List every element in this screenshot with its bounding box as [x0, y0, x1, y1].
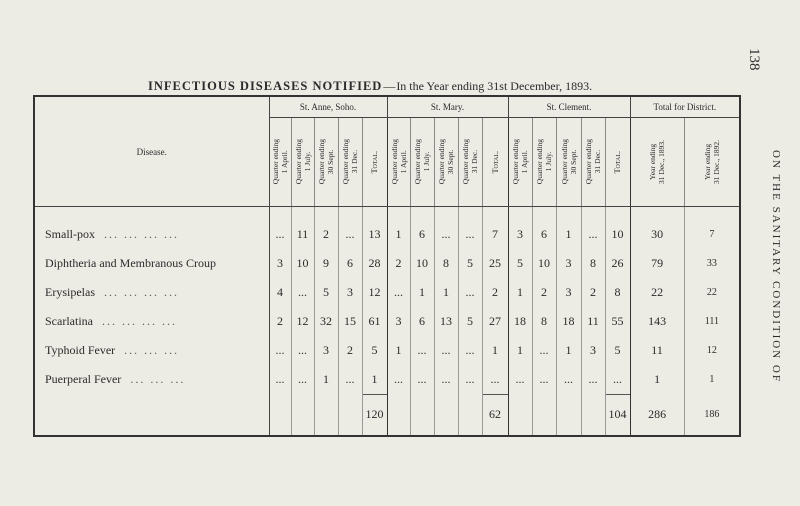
disease-name [34, 249, 269, 278]
leader-dots: ... ... ... ... [104, 227, 179, 242]
table-cell: 11 [291, 220, 314, 249]
table-cell: 3 [556, 249, 581, 278]
table-cell: 5 [605, 336, 630, 365]
table-cell: 5 [508, 249, 532, 278]
table-cell: 1 [434, 278, 458, 307]
table-cell: 22 [630, 278, 684, 307]
table-cell: ... [508, 365, 532, 394]
col-header-total: Total. [605, 118, 630, 207]
table-cell: 1 [482, 336, 508, 365]
table-cell: 26 [605, 249, 630, 278]
table-cell: ... [532, 365, 556, 394]
table-cell: 9 [314, 249, 338, 278]
group-header-st-mary: St. Mary. [387, 96, 508, 118]
table-cell: 3 [338, 278, 362, 307]
infectious-diseases-table [33, 95, 741, 437]
table-cell: 30 [630, 220, 684, 249]
table-cell: ... [458, 220, 482, 249]
disease-header: Disease. [34, 96, 269, 207]
group-header-district: Total for District. [630, 96, 740, 118]
disease-label: Puerperal Fever [45, 372, 122, 387]
table-cell: 5 [458, 307, 482, 336]
table-cell: 13 [362, 220, 387, 249]
table-cell: 6 [338, 249, 362, 278]
table-cell: 1 [709, 374, 715, 386]
table-cell: 2 [387, 249, 410, 278]
table-cell: ... [434, 220, 458, 249]
table-cell: ... [434, 336, 458, 365]
table-cell: 8 [581, 249, 605, 278]
table-cell: ... [269, 220, 291, 249]
disease-label: Typhoid Fever [45, 342, 116, 357]
table-cell: 1 [508, 278, 532, 307]
col-header-q2: Quarter ending 1 July. [291, 118, 314, 207]
leader-dots: ... ... ... ... [104, 285, 179, 300]
table-cell: 5 [314, 278, 338, 307]
table-cell: 8 [605, 278, 630, 307]
table-cell: ... [387, 278, 410, 307]
group-header-st-anne: St. Anne, Soho. [269, 96, 387, 118]
table-cell: ... [434, 365, 458, 394]
table-cell: ... [458, 278, 482, 307]
table-cell: 1 [556, 336, 581, 365]
col-header-total: Total. [362, 118, 387, 207]
table-cell: 3 [556, 278, 581, 307]
table-cell: 79 [630, 249, 684, 278]
table-cell: ... [269, 336, 291, 365]
table-cell: 6 [410, 220, 434, 249]
table-cell: 2 [532, 278, 556, 307]
col-header-q3: Quarter ending 30 Sept. [314, 118, 338, 207]
table-cell: 5 [362, 336, 387, 365]
table-cell: 55 [605, 307, 630, 336]
table-cell: 111 [704, 316, 719, 327]
col-header-q4: Quarter ending 31 Dec. [581, 118, 605, 207]
col-header-q2: Quarter ending 1 July. [410, 118, 434, 207]
col-header-q4: Quarter ending 31 Dec. [338, 118, 362, 207]
table-row [34, 278, 740, 307]
table-cell: 3 [314, 336, 338, 365]
table-cell: 11 [581, 307, 605, 336]
table-cell: 2 [482, 278, 508, 307]
table-row [34, 307, 740, 336]
table-title: INFECTIOUS DISEASES NOTIFIED—In the Year ending 31st December, 1893. [148, 79, 593, 93]
table-cell: 8 [434, 249, 458, 278]
page-number: 138 [746, 48, 762, 71]
disease-name [34, 220, 269, 249]
table-row [34, 365, 740, 394]
table-cell: 10 [291, 249, 314, 278]
table-cell: 2 [338, 336, 362, 365]
col-header-q1: Quarter ending 1 April. [508, 118, 532, 207]
table-cell: ... [338, 220, 362, 249]
leader-dots: ... ... ... [124, 342, 180, 357]
table-cell: 1 [387, 336, 410, 365]
table-cell: 3 [508, 220, 532, 249]
table-cell: 6 [410, 307, 434, 336]
disease-name [34, 307, 269, 336]
totals-row [34, 394, 740, 436]
table-cell: ... [458, 336, 482, 365]
table-cell: 61 [362, 307, 387, 336]
table-cell: 2 [269, 307, 291, 336]
table-cell: 8 [532, 307, 556, 336]
leader-dots: ... ... ... [130, 372, 186, 387]
disease-name [34, 278, 269, 307]
table-cell: ... [291, 278, 314, 307]
table-cell: 143 [630, 307, 684, 336]
title-sub: In the Year ending 31st December, 1893. [396, 79, 593, 93]
table-cell: 5 [458, 249, 482, 278]
table-cell: 11 [630, 336, 684, 365]
table-cell: 3 [581, 336, 605, 365]
table-cell: ... [581, 365, 605, 394]
table-cell: ... [581, 220, 605, 249]
table-cell: 7 [482, 220, 508, 249]
table-cell: 1 [362, 365, 387, 394]
running-head: ON THE SANITARY CONDITION OF [770, 150, 782, 383]
table-cell: ... [387, 365, 410, 394]
group-header-st-clement: St. Clement. [508, 96, 630, 118]
col-header-q3: Quarter ending 30 Sept. [434, 118, 458, 207]
disease-label: Erysipelas [45, 285, 95, 300]
disease-name [34, 365, 269, 394]
table-cell: ... [291, 365, 314, 394]
disease-label: Small-pox [45, 227, 95, 242]
table-cell: 1 [387, 220, 410, 249]
total-cell: 286 [630, 394, 684, 436]
total-cell: 186 [704, 409, 720, 421]
table-row [34, 336, 740, 365]
table-cell: 32 [314, 307, 338, 336]
col-header-q1: Quarter ending 1 April. [269, 118, 291, 207]
table-cell: ... [482, 365, 508, 394]
disease-label: Scarlatina [45, 314, 93, 328]
table-cell: 10 [410, 249, 434, 278]
table-cell: 10 [532, 249, 556, 278]
table-cell: 27 [482, 307, 508, 336]
table-cell: ... [338, 365, 362, 394]
col-header-total: Total. [482, 118, 508, 207]
disease-label: Diphtheria and Membranous Croup [45, 256, 216, 271]
col-header-q1: Quarter ending 1 April. [387, 118, 410, 207]
table-cell: 3 [269, 249, 291, 278]
total-cell: 62 [482, 394, 508, 436]
table-cell: 10 [605, 220, 630, 249]
table-cell: 12 [362, 278, 387, 307]
col-header-q2: Quarter ending 1 July. [532, 118, 556, 207]
table-cell: 13 [434, 307, 458, 336]
table-cell: ... [458, 365, 482, 394]
table-cell: 1 [410, 278, 434, 307]
total-cell: 120 [362, 394, 387, 436]
table-cell: 7 [709, 229, 715, 241]
table-cell: ... [410, 336, 434, 365]
table-cell: ... [269, 365, 291, 394]
table-cell: 2 [581, 278, 605, 307]
table-row [34, 249, 740, 278]
table-cell: 1 [508, 336, 532, 365]
total-cell: 104 [605, 394, 630, 436]
table-cell: 33 [706, 258, 717, 270]
disease-name [34, 336, 269, 365]
table-cell: 18 [556, 307, 581, 336]
table-cell: 3 [387, 307, 410, 336]
table-cell: 1 [314, 365, 338, 394]
col-header-q4: Quarter ending 31 Dec. [458, 118, 482, 207]
table-cell: 2 [314, 220, 338, 249]
col-header-q3: Quarter ending 30 Sept. [556, 118, 581, 207]
table-cell: 18 [508, 307, 532, 336]
table-cell: ... [291, 336, 314, 365]
table-cell: 6 [532, 220, 556, 249]
table-cell: 4 [269, 278, 291, 307]
title-main: INFECTIOUS DISEASES NOTIFIED [148, 79, 383, 93]
table-cell: 22 [706, 287, 717, 299]
leader-dots: ... ... ... ... [101, 314, 177, 328]
table-cell: 25 [482, 249, 508, 278]
table-cell: 1 [556, 220, 581, 249]
col-header-year-1893: Year ending 31 Dec., 1893. [630, 118, 684, 207]
table-cell: 12 [291, 307, 314, 336]
table-cell: 15 [338, 307, 362, 336]
table-cell: ... [410, 365, 434, 394]
table-cell: 12 [706, 344, 717, 356]
table-cell: ... [532, 336, 556, 365]
table-cell: ... [556, 365, 581, 394]
table-cell: ... [605, 365, 630, 394]
col-header-year-1892: Year ending 31 Dec., 1892. [684, 118, 740, 207]
table-cell: 28 [362, 249, 387, 278]
table-cell: 1 [630, 365, 684, 394]
table-row [34, 220, 740, 249]
